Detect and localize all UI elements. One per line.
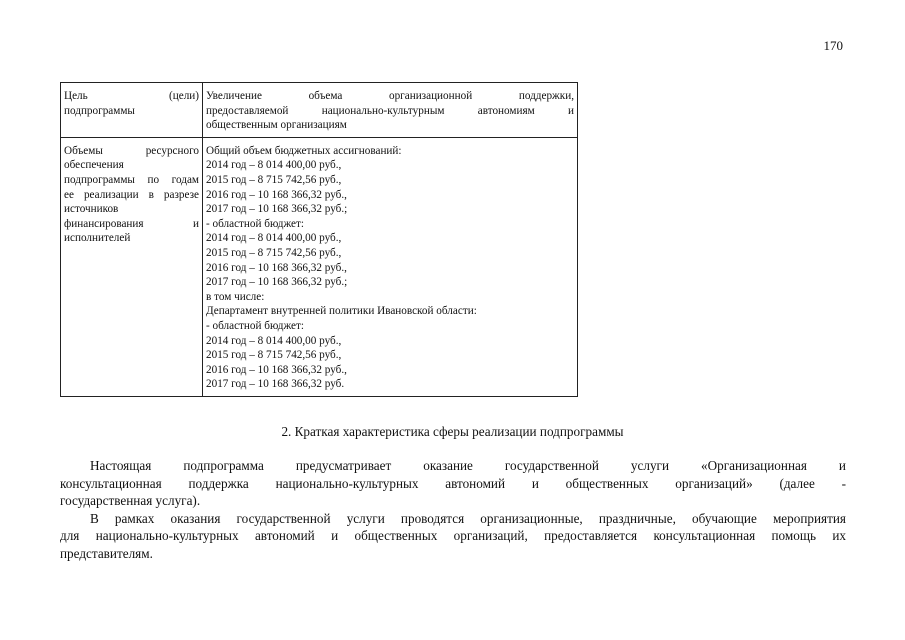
budget-line: 2017 год – 10 168 366,32 руб.: [206, 378, 345, 391]
paragraph-2-line: представителям.: [60, 545, 153, 561]
goal-label-line: подпрограммы: [64, 104, 135, 117]
budget-line: Общий объем бюджетных ассигнований:: [206, 144, 402, 157]
budget-line: 2017 год – 10 168 366,32 руб.;: [206, 276, 348, 289]
table-row-resources: [61, 137, 578, 396]
page-number: 170: [823, 38, 843, 53]
budget-line: 2015 год – 8 715 742,56 руб.,: [206, 349, 342, 362]
budget-line: 2017 год – 10 168 366,32 руб.;: [206, 203, 348, 216]
budget-line: 2016 год – 10 168 366,32 руб.,: [206, 363, 347, 376]
budget-line: 2014 год – 8 014 400,00 руб.,: [206, 232, 342, 245]
budget-line: в том числе:: [206, 290, 265, 303]
resources-label-cell: [61, 137, 203, 396]
goal-value-cell: [203, 83, 578, 138]
goal-value-line: общественным организациям: [206, 119, 347, 132]
table-row-goal: [61, 83, 578, 138]
resources-label-line: исполнителей: [64, 232, 131, 245]
paragraph-1-line: Настоящая подпрограмма предусматривает оказание государственной услуги «Организационная и: [90, 458, 846, 473]
budget-line: - областной бюджет:: [206, 217, 305, 230]
resources-label-line: Объемы ресурсного: [64, 144, 199, 157]
body-text: [60, 457, 846, 562]
paragraph-1-line: государственная услуга).: [60, 493, 201, 508]
budget-line: 2015 год – 8 715 742,56 руб.,: [206, 246, 342, 259]
resources-label-line: ее реализации в разрезе: [64, 188, 199, 201]
resources-value-cell: [203, 137, 578, 396]
budget-line: 2016 год – 10 168 366,32 руб.,: [206, 188, 347, 201]
goal-value-line: Увеличение объема организационной поддержки,: [206, 90, 574, 102]
subprogram-passport-table: [60, 82, 578, 397]
resources-label-line: обеспечения: [64, 159, 124, 172]
resources-label-line: финансирования и: [64, 217, 199, 230]
budget-line: 2015 год – 8 715 742,56 руб.,: [206, 173, 342, 186]
goal-value-line: предоставляемой национально-культурным автономиям и: [206, 104, 574, 117]
budget-line: Департамент внутренней политики Ивановской области:: [206, 305, 477, 318]
resources-label-line: подпрограммы по годам: [64, 173, 199, 186]
paragraph-1-line: консультационная поддержка национально-культурных автономий и общественных организаций» (далее -: [60, 475, 846, 491]
goal-label-line: Цель (цели): [64, 90, 199, 102]
resources-label-line: источников: [64, 203, 119, 216]
budget-line: 2014 год – 8 014 400,00 руб.,: [206, 159, 342, 172]
budget-line: 2014 год – 8 014 400,00 руб.,: [206, 334, 342, 347]
goal-label-cell: [61, 83, 203, 138]
budget-line: 2016 год – 10 168 366,32 руб.,: [206, 261, 347, 274]
budget-line: - областной бюджет:: [206, 319, 305, 332]
paragraph-2-line: В рамках оказания государственной услуги проводятся организационные, праздничные, обучающие мероприятия: [90, 510, 846, 526]
section-title: 2. Краткая характеристика сферы реализации подпрограммы: [281, 424, 624, 439]
paragraph-2-line: для национально-культурных автономий и общественных организаций, предоставляется консультационная помощь их: [60, 528, 846, 543]
